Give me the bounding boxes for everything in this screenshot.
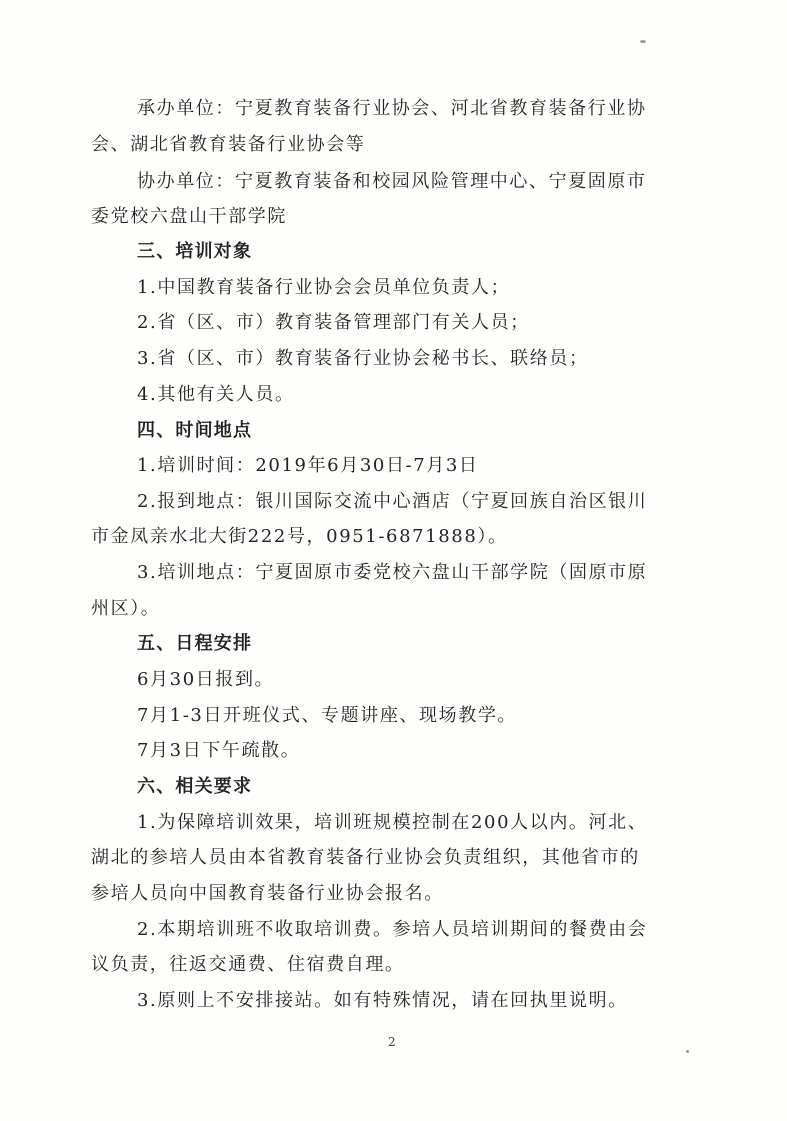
text-line: 4.其他有关人员。 xyxy=(137,384,295,405)
text-line: 会、湖北省教育装备行业协会等 xyxy=(91,134,366,155)
text-line: 湖北的参培人员由本省教育装备行业协会负责组织，其他省市的 xyxy=(91,847,640,868)
text-line: 1.为保障培训效果，培训班规模控制在200人以内。河北、 xyxy=(137,812,648,833)
section-heading: 五、日程安排 xyxy=(137,633,253,654)
text-line: 6月30日报到。 xyxy=(137,669,275,690)
text-line: 2.报到地点：银川国际交流中心酒店（宁夏回族自治区银川 xyxy=(137,491,648,512)
section-heading: 六、相关要求 xyxy=(137,776,253,797)
section-heading: 三、培训对象 xyxy=(137,241,253,262)
section-heading: 四、时间地点 xyxy=(137,420,253,441)
text-line: 2.本期培训班不收取培训费。参培人员培训期间的餐费由会 xyxy=(137,919,648,940)
text-line: 2.省（区、市）教育装备管理部门有关人员； xyxy=(137,312,530,333)
text-line: 3.原则上不安排接站。如有特殊情况，请在回执里说明。 xyxy=(137,990,628,1011)
text-line: 3.培训地点：宁夏固原市委党校六盘山干部学院（固原市原 xyxy=(137,562,648,583)
scan-speck xyxy=(686,1050,689,1053)
text-line: 1.中国教育装备行业协会会员单位负责人； xyxy=(137,277,511,298)
text-line: 议负责，往返交通费、住宿费自理。 xyxy=(91,954,405,975)
text-line: 州区）。 xyxy=(91,598,161,619)
text-line: 市金凤亲水北大街222号，0951-6871888）。 xyxy=(91,526,508,547)
text-line: 协办单位：宁夏教育装备和校园风险管理中心、宁夏固原市 xyxy=(137,171,647,192)
text-line: 7月1-3日开班仪式、专题讲座、现场教学。 xyxy=(137,705,518,726)
text-line: 承办单位：宁夏教育装备行业协会、河北省教育装备行业协 xyxy=(137,98,647,119)
text-line: 3.省（区、市）教育装备行业协会秘书长、联络员； xyxy=(137,348,589,369)
text-line: 7月3日下午疏散。 xyxy=(137,740,301,761)
text-line: 1.培训时间：2019年6月30日-7月3日 xyxy=(137,455,479,476)
scan-speck xyxy=(640,40,646,43)
text-line: 委党校六盘山干部学院 xyxy=(91,206,287,227)
text-line: 参培人员向中国教育装备行业协会报名。 xyxy=(91,883,444,904)
page-number: 2 xyxy=(388,1035,396,1049)
